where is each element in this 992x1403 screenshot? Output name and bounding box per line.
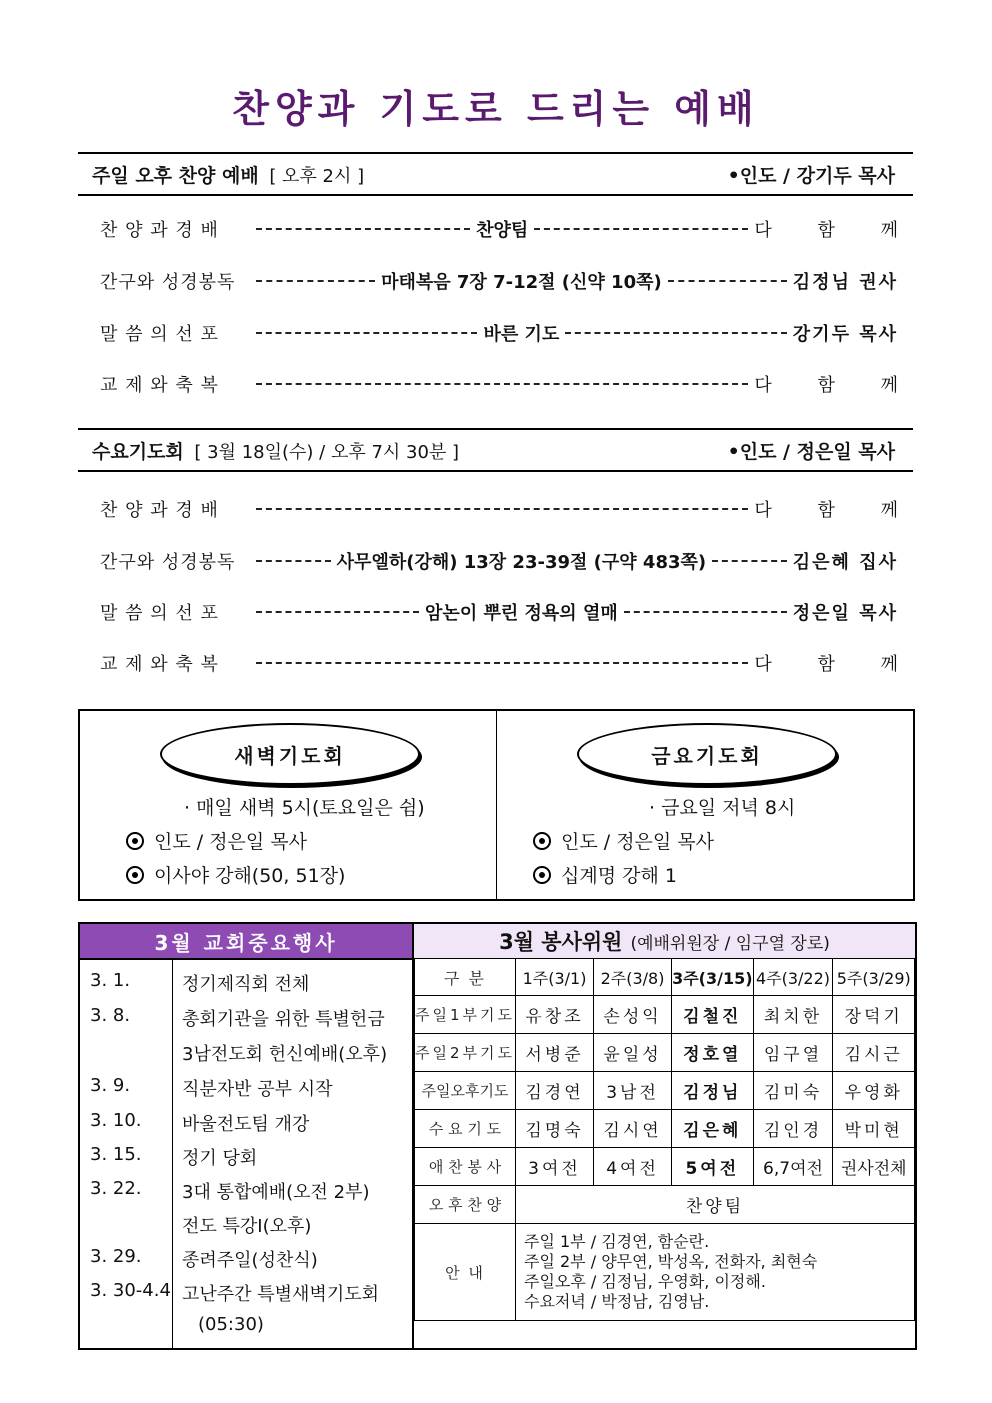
dash-leader (712, 560, 787, 562)
table-cell: 김시근 (833, 1034, 915, 1072)
dash-leader (256, 332, 477, 334)
sunday-service-header (78, 152, 913, 196)
wednesday-item-sermon (100, 597, 898, 627)
item-label: 교 제 와 축 복 (100, 654, 219, 675)
event-text: 정기제직회 전체 (182, 974, 310, 995)
table-cell: 유창조 (516, 996, 594, 1034)
item-label: 간구와 성경봉독 (100, 552, 236, 573)
dash-leader (624, 611, 787, 613)
table-cell: 김정님 (672, 1072, 753, 1110)
events-title: 3월 교회중요행사 (80, 924, 412, 958)
dash-leader (565, 332, 786, 334)
dash-leader (256, 662, 748, 664)
event-date: 3. 30-4.4 (90, 1280, 171, 1301)
event-date: 3. 10. (90, 1110, 142, 1131)
wednesday-service-time: [ 3월 18일(수) / 오후 7시 30분 ] (194, 442, 460, 463)
item-person: 강기두 목사 (792, 324, 899, 345)
item-content: 마태복음 7장 7-12절 (신약 10쪽) (381, 272, 662, 293)
event-date: 3. 1. (90, 970, 131, 991)
afternoon-praise-value: 찬양팀 (516, 1186, 915, 1224)
service-title-bar (414, 924, 915, 958)
table-cell: 정호열 (672, 1034, 753, 1072)
event-text: 종려주일(성찬식) (182, 1250, 318, 1271)
table-row (415, 1110, 915, 1148)
notice-line: 주일 1부 / 김경연, 함순란. (524, 1232, 710, 1251)
dawn-prayer-title: 새벽기도회 (160, 723, 420, 785)
event-text: 전도 특강Ⅰ(오후) (182, 1216, 312, 1237)
item-person: 김정님 권사 (792, 272, 899, 293)
table-cell: 4여전 (594, 1148, 672, 1186)
bullet-icon (126, 832, 144, 850)
wednesday-service-header (78, 428, 913, 472)
sunday-service-leader: •인도 / 강기두 목사 (727, 165, 895, 187)
row-label: 안 내 (415, 1224, 516, 1321)
notice-row (415, 1224, 915, 1321)
table-cell: 손성익 (594, 996, 672, 1034)
item-person: 김은혜 집사 (792, 552, 898, 573)
row-label: 수 요 기 도 (415, 1110, 516, 1148)
item-person: 다 함 께 (754, 654, 918, 675)
dash-leader (534, 228, 748, 230)
item-content: 암논이 뿌린 정욕의 열매 (425, 603, 618, 624)
wednesday-service-leader: •인도 / 정은일 목사 (727, 441, 895, 463)
row-label: 주일2부기도 (415, 1034, 516, 1072)
header-cell: 4주(3/22) (753, 959, 833, 996)
event-date: 3. 29. (90, 1246, 142, 1267)
notice-line: 주일 2부 / 양무연, 박성옥, 전화자, 최현숙 (524, 1252, 818, 1271)
row-label: 애 찬 봉 사 (415, 1148, 516, 1186)
item-person: 정은일 목사 (792, 603, 898, 624)
item-person: 다 함 께 (754, 500, 918, 521)
row-label: 주일1부기도 (415, 996, 516, 1034)
friday-prayer-time: · 금요일 저녁 8시 (649, 797, 796, 819)
event-text: (05:30) (198, 1314, 264, 1335)
dawn-prayer-topic: 이사야 강해(50, 51장) (154, 865, 346, 887)
table-row (415, 996, 915, 1034)
table-cell: 김인경 (753, 1110, 833, 1148)
table-cell: 5여전 (672, 1148, 753, 1186)
friday-prayer-panel (497, 711, 913, 899)
sunday-service-title: 주일 오후 찬양 예배 (92, 165, 259, 187)
dash-leader (256, 228, 470, 230)
dash-leader (256, 560, 331, 562)
item-label: 간구와 성경봉독 (100, 272, 236, 293)
table-cell: 권사전체 (833, 1148, 915, 1186)
wednesday-service-title: 수요기도회 (92, 441, 184, 463)
service-title: 3월 봉사위원 (499, 930, 623, 954)
event-text: 3남전도회 헌신예배(오후) (182, 1044, 388, 1065)
table-row (415, 1148, 915, 1186)
row-label: 주일오후기도 (415, 1072, 516, 1110)
table-cell: 김은혜 (672, 1110, 753, 1148)
friday-prayer-topic: 십계명 강해 1 (561, 865, 677, 887)
table-cell: 김미숙 (753, 1072, 833, 1110)
row-label: 오 후 찬 양 (415, 1186, 516, 1224)
item-person: 다 함 께 (754, 220, 918, 241)
friday-prayer-leader: 인도 / 정은일 목사 (561, 831, 714, 853)
item-label: 말 씀 의 선 포 (100, 324, 219, 345)
events-service-box (78, 922, 917, 1350)
table-row (415, 1072, 915, 1110)
header-cell: 1주(3/1) (516, 959, 594, 996)
prayer-meetings-box (78, 709, 915, 901)
dash-leader (256, 611, 419, 613)
friday-prayer-leader-line (533, 827, 714, 854)
notice-cell (516, 1224, 915, 1321)
item-label: 교 제 와 축 복 (100, 375, 219, 396)
friday-prayer-title: 금요기도회 (577, 723, 837, 785)
item-content: 바른 기도 (483, 324, 560, 345)
dawn-prayer-leader: 인도 / 정은일 목사 (154, 831, 307, 853)
bullet-icon (126, 866, 144, 884)
event-text: 정기 당회 (182, 1148, 258, 1169)
item-label: 찬 양 과 경 배 (100, 220, 219, 241)
table-cell: 김철진 (672, 996, 753, 1034)
table-cell: 서병준 (516, 1034, 594, 1072)
dash-leader (668, 280, 787, 282)
table-row (415, 1034, 915, 1072)
sunday-item-reading (100, 266, 898, 296)
dawn-prayer-time: · 매일 새벽 5시(토요일은 쉼) (184, 797, 425, 819)
header-cell: 5주(3/29) (833, 959, 915, 996)
table-row (415, 1186, 915, 1224)
item-person: 다 함 께 (754, 375, 918, 396)
friday-prayer-topic-line (533, 861, 677, 888)
table-cell: 3남전 (594, 1072, 672, 1110)
header-cell: 3주(3/15) (672, 959, 753, 996)
wednesday-item-blessing (100, 648, 918, 678)
event-date: 3. 15. (90, 1144, 142, 1165)
table-cell: 우영화 (833, 1072, 915, 1110)
table-cell: 최치한 (753, 996, 833, 1034)
sunday-service-time: [ 오후 2시 ] (269, 166, 365, 187)
item-content: 찬양팀 (476, 220, 529, 241)
item-label: 찬 양 과 경 배 (100, 500, 219, 521)
dash-leader (256, 280, 375, 282)
event-text: 총회기관을 위한 특별헌금 (182, 1009, 385, 1030)
event-date: 3. 22. (90, 1178, 142, 1199)
table-cell: 윤일성 (594, 1034, 672, 1072)
header-cell: 2주(3/8) (594, 959, 672, 996)
dash-leader (256, 508, 748, 510)
dawn-prayer-leader-line (126, 827, 307, 854)
item-content: 사무엘하(강해) 13장 23-39절 (구약 483쪽) (336, 552, 707, 573)
table-cell: 박미현 (833, 1110, 915, 1148)
wednesday-item-reading (100, 546, 898, 576)
sunday-item-praise (100, 214, 918, 244)
table-cell: 김시연 (594, 1110, 672, 1148)
header-cell: 구 분 (415, 959, 516, 996)
notice-line: 수요저녁 / 박정남, 김영남. (524, 1292, 710, 1311)
sunday-item-blessing (100, 369, 918, 399)
event-text: 3대 통합예배(오전 2부) (182, 1182, 370, 1203)
event-text: 직분자반 공부 시작 (182, 1079, 333, 1100)
event-text: 고난주간 특별새벽기도회 (182, 1284, 379, 1305)
table-header-row (415, 959, 915, 996)
event-date: 3. 9. (90, 1075, 131, 1096)
service-table (414, 958, 915, 1321)
dawn-prayer-panel (80, 711, 496, 899)
table-cell: 6,7여전 (753, 1148, 833, 1186)
bullet-icon (533, 866, 551, 884)
service-subtitle: (예배위원장 / 임구열 장로) (630, 933, 830, 954)
event-text: 바울전도팀 개강 (182, 1114, 310, 1135)
notice-line: 주일오후 / 김정님, 우영화, 이정해. (524, 1272, 766, 1291)
item-label: 말 씀 의 선 포 (100, 603, 219, 624)
page-title: 찬양과 기도로 드리는 예배 (232, 87, 760, 131)
table-cell: 장덕기 (833, 996, 915, 1034)
table-cell: 김경연 (516, 1072, 594, 1110)
wednesday-item-praise (100, 494, 918, 524)
divider (80, 958, 412, 960)
table-cell: 김명숙 (516, 1110, 594, 1148)
table-cell: 임구열 (753, 1034, 833, 1072)
event-date: 3. 8. (90, 1005, 131, 1026)
bullet-icon (533, 832, 551, 850)
divider (172, 958, 173, 1348)
table-cell: 3여전 (516, 1148, 594, 1186)
dawn-prayer-topic-line (126, 861, 345, 888)
sunday-item-sermon (100, 318, 898, 348)
dash-leader (256, 383, 748, 385)
